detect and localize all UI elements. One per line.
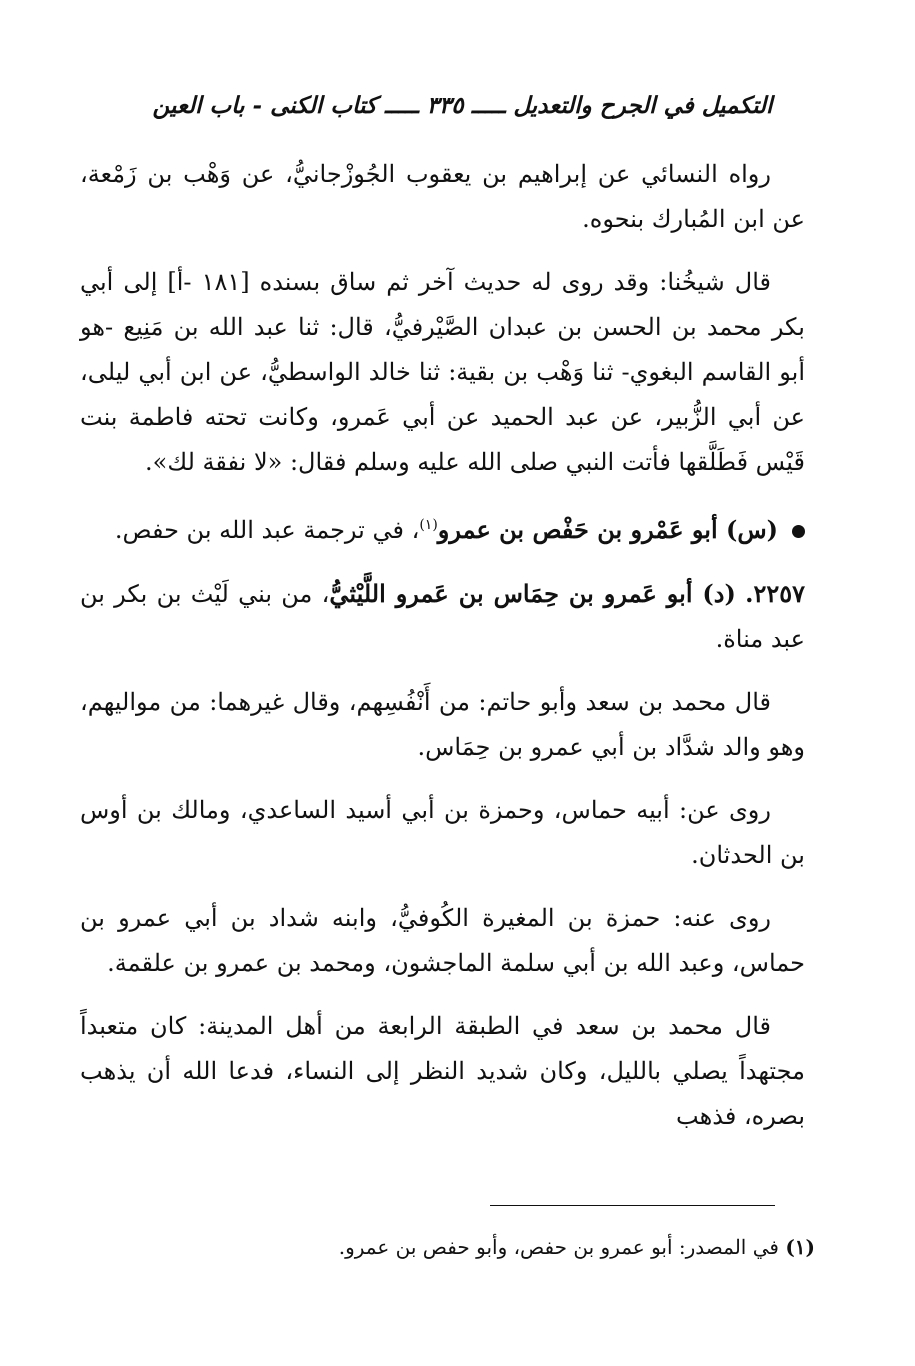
footnote — [80, 1232, 815, 1262]
entry-2257 — [80, 571, 805, 662]
footnote-number: (١) — [785, 1235, 815, 1259]
main-text — [80, 152, 805, 1157]
running-header: التكميل في الجرح والتعديل ـــــ ٣٣٥ ـــــ كتاب الكنى - باب العين — [152, 92, 773, 119]
bullet-entry-abu-amr-bin-hafs — [80, 503, 805, 553]
paragraph-nasai: رواه النسائي عن إبراهيم بن يعقوب الجُوزْجانيُّ، عن وَهْب بن زَمْعة، عن ابن المُبارك بنحوه. — [80, 160, 805, 233]
entry-rest: ، من بني لَيْث بن بكر بن عبد مناة. — [80, 580, 805, 653]
paragraph-rawa-an: روى عن: أبيه حماس، وحمزة بن أبي أسيد الساعدي، ومالك بن أوس بن الحدثان. — [80, 796, 805, 869]
paragraph-shaykh: قال شيخُنا: وقد روى له حديث آخر ثم ساق بسنده [١٨١ -أ] إلى أبي بكر محمد بن الحسن بن عبدان الصَّيْرفيُّ، قال: ثنا عبد الله بن مَنِيع -هو أبو القاسم البغوي- ثنا وَهْب بن بقية: ثنا خالد الواسطيُّ، عن ابن أبي ليلى، عن أبي الزُّبير، عن عبد الحميد عن أبي عَمرو، وكانت تحته فاطمة بنت قَيْس فَطَلَّقها فأتت النبي صلى الله عليه وسلم فقال: «لا نفقة لك». — [80, 268, 805, 476]
footnote-separator — [490, 1205, 775, 1206]
footnote-text: في المصدر: أبو عمرو بن حفص، وأبو حفص بن عمرو. — [338, 1235, 779, 1259]
entry-rest: ، في ترجمة عبد الله بن حفص. — [114, 516, 420, 544]
footnote-ref: (١) — [419, 517, 438, 533]
bullet-icon — [792, 525, 805, 538]
entry-title: (د) أبو عَمرو بن حِمَاس بن عَمرو اللَّيْثيُّ — [329, 579, 736, 608]
entry-title: (س) أبو عَمْرو بن حَفْص بن عمرو — [437, 515, 778, 544]
entry-number: ٢٢٥٧. — [745, 579, 805, 608]
paragraph-tabaqa: قال محمد بن سعد في الطبقة الرابعة من أهل المدينة: كان متعبداً مجتهداً يصلي بالليل، وكان شديد النظر إلى النساء، فدعا الله أن يذهب بصره، فذهب — [80, 1012, 806, 1130]
paragraph-rawa-anhu: روى عنه: حمزة بن المغيرة الكُوفيُّ، وابنه شداد بن أبي عمرو بن حماس، وعبد الله بن أبي سلمة الماجشون، ومحمد بن عمرو بن علقمة. — [80, 904, 805, 977]
paragraph-ibn-saad: قال محمد بن سعد وأبو حاتم: من أَنْفُسِهم، وقال غيرهما: من مواليهم، وهو والد شدَّاد بن أبي عمرو بن حِمَاس. — [80, 688, 805, 761]
